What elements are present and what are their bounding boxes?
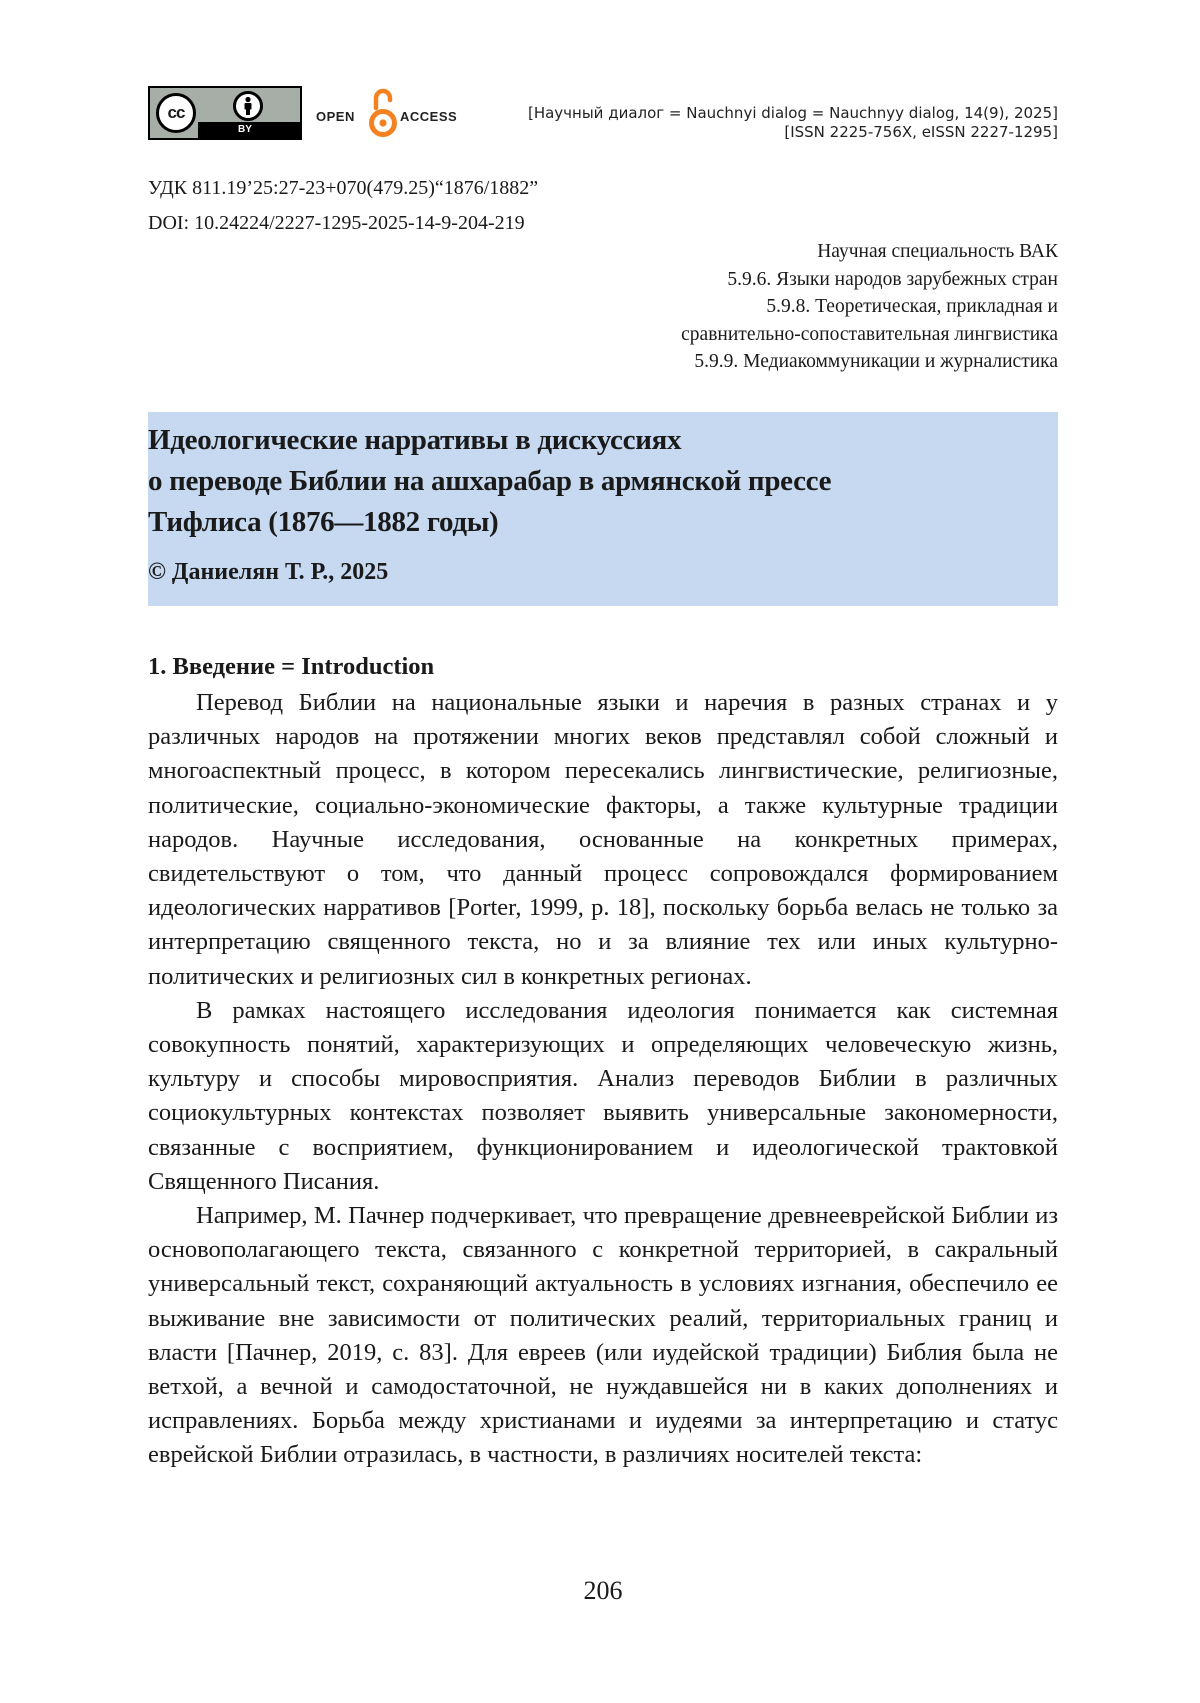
specialty-item: сравнительно-сопоставительная лингвистика: [681, 323, 1058, 345]
udk-code: УДК 811.19’25:27-23+070(479.25)“1876/1882”: [148, 177, 539, 199]
cc-by-license-badge: [148, 86, 302, 140]
title-line: Идеологические нарративы в дискуссиях: [148, 424, 682, 456]
journal-citation: [Научный диалог = Nauchnyi dialog = Nauchnyy dialog, 14(9), 2025]: [527, 104, 1058, 122]
open-access-logo: [316, 86, 461, 142]
body-paragraph: Например, М. Пачнер подчеркивает, что превращение древнееврейской Библии из основополагающего текста, связанного с конкретной территорией, в сакральный универсальный текст, сохраняющий актуальность в условиях изгнания, обеспечило ее выживание вне зависимости от политических реалий, территориальных границ и власти [Пачнер, 2019, с. 83]. Для евреев (или иудейской традиции) Библия была не ветхой, а вечной и самодостаточной, не нуждавшейся ни в каких дополнениях и исправлениях. Борьба между христианами и иудеями за интерпретацию и статус еврейской Библии отразилась, в частности, в различиях носителей текста:: [148, 1202, 1058, 1469]
specialty-item: 5.9.6. Языки народов зарубежных стран: [727, 268, 1058, 290]
vak-specialty: [681, 238, 1058, 376]
body-paragraph: В рамках настоящего исследования идеология понимается как системная совокупность понятий, характеризующих и определяющих человеческую жизнь, культуру и способы мировосприятия. Анализ переводов Библии в различных социокультурных контекстах позволяет выявить универсальные закономерности, связанные с восприятием, функционированием и идеологической трактовкой Священного Писания.: [148, 996, 1058, 1195]
page-number: 206: [583, 1576, 623, 1605]
doi: DOI: 10.24224/2227-1295-2025-14-9-204-219: [148, 212, 525, 234]
attribution-person-icon: [228, 91, 268, 121]
open-access-access-text: ACCESS: [400, 109, 458, 124]
article-body: [148, 686, 1058, 1473]
section-heading: 1. Введение = Introduction: [148, 653, 435, 680]
open-access-lock-icon: [368, 86, 398, 142]
page-header: [148, 86, 1058, 142]
title-block: [148, 412, 1058, 606]
specialty-item: 5.9.9. Медиакоммуникации и журналистика: [694, 351, 1058, 372]
journal-issn: [ISSN 2225-756X, eISSN 2227-1295]: [784, 123, 1058, 141]
title-line: Тифлиса (1876—1882 годы): [148, 506, 499, 538]
author-copyright: © Даниелян Т. Р., 2025: [148, 559, 389, 585]
by-label: BY: [198, 122, 300, 138]
title-line: о переводе Библии на ашхарабар в армянской прессе: [148, 465, 832, 497]
journal-page: [148, 0, 1058, 1703]
specialty-item: 5.9.8. Теоретическая, прикладная и: [766, 296, 1058, 317]
article-title: [148, 420, 831, 543]
specialty-heading: Научная специальность ВАК: [817, 241, 1058, 262]
body-paragraph: Перевод Библии на национальные языки и наречия в разных странах и у различных народов на протяжении многих веков представлял собой сложный и многоаспектный процесс, в котором пересекались лингвистические, религиозные, политические, социально-экономические факторы, а также культурные традиции народов. Научные исследования, основанные на конкретных примерах, свидетельствуют о том, что данный процесс сопровождался формированием идеологических нарративов [Porter, 1999, p. 18], поскольку борьба велась не только за интерпретацию священного текста, но и за влияние тех или иных культурно-политических и религиозных сил в конкретных регионах.: [148, 689, 1058, 990]
journal-reference: [528, 104, 1058, 142]
open-access-open-text: OPEN: [316, 109, 355, 124]
cc-icon: cc: [156, 93, 196, 133]
